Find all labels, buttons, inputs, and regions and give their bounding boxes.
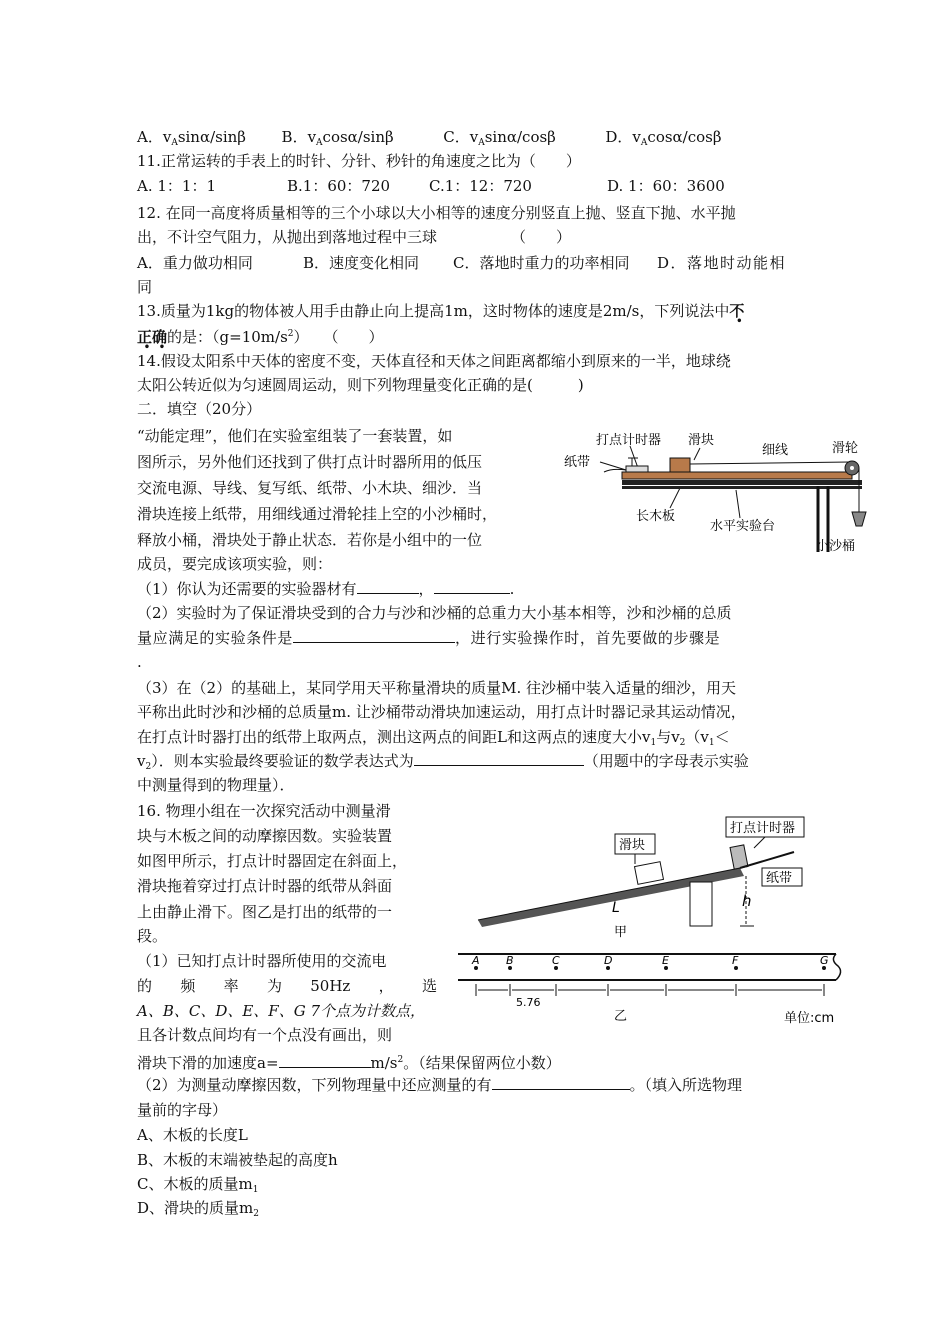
q15-part2-line1: （2）实验时为了保证滑块受到的合力与沙和沙桶的总重力大小基本相等，沙和沙桶的总质 <box>137 604 732 622</box>
q15-part3-line3: 在打点计时器打出的纸带上取两点，测出这两点的间距L和这两点的速度大小$v_1$与$v_2(v_1<$ <box>137 728 730 748</box>
fig-label-tape: 纸带 <box>564 455 591 470</box>
q16-option-a: A、木板的长度L <box>137 1126 248 1144</box>
answer-blank[interactable] <box>434 579 510 594</box>
q15-line: 成员，要完成该项实验，则： <box>137 555 333 573</box>
answer-blank[interactable] <box>414 751 584 766</box>
q16-line: A、B、C、D、E、F、G 7个点为计数点， <box>137 1002 426 1020</box>
section-title: 二．填空（20分） <box>137 400 262 418</box>
q12-line2: 出，不计空气阻力，从抛出到落地过程中三球 （ ） <box>137 228 572 246</box>
q16-line: 16. 物理小组在一次探究活动中测量滑 <box>137 802 391 820</box>
fig-label-table: 水平实验台 <box>710 519 776 534</box>
q16-option-d: D、滑块的质量$m_2$ <box>137 1199 259 1219</box>
q10-options: A．$v_A\sin\alpha$/sinβ B．$v_A\cos\alpha$/sinβ C．$v_A\sin\alpha$/cosβ D．$v_A\cos\alpha$/cosβ <box>137 128 722 148</box>
slider-block <box>670 458 690 472</box>
fig-caption: 甲 <box>614 925 628 940</box>
long-board <box>622 472 852 479</box>
fig-label-bucket: 小沙桶 <box>816 539 856 554</box>
q11-stem: 11.正常运转的手表上的时针、分针、秒针的角速度之比为（ ） <box>137 152 581 170</box>
q11-options: A. 1：1：1 B.1：60：720 C.1：12：720 D. 1：60：3600 <box>137 177 725 195</box>
q15-part2-line3: . <box>137 653 142 671</box>
fig-caption: 乙 <box>614 1009 628 1024</box>
q16-line: （1）已知打点计时器所使用的交流电 <box>137 952 387 970</box>
q16-part2-line1: （2）为测量动摩擦因数，下列物理量中还应测量的有 。（填入所选物理 <box>137 1076 743 1094</box>
fig-label-L: L <box>612 900 620 916</box>
fig-label-timer: 打点计时器 <box>730 821 796 836</box>
q16-line: 且各计数点间均有一个点没有画出，则 <box>137 1026 393 1044</box>
fig-label-block: 滑块 <box>688 433 715 448</box>
q15-part3-line4: $v_2$）．则本实验最终要验证的数学表达式为 （用题中的字母表示实验 <box>137 752 749 772</box>
lab-table <box>622 480 862 485</box>
q16-incline-figure <box>470 812 810 942</box>
q16-part2-line2: 量前的字母） <box>137 1101 228 1119</box>
timer-device <box>626 466 648 472</box>
fig-label-tape: 纸带 <box>766 871 793 886</box>
q13-line1: 13.质量为1kg的物体被人用手由静止向上提高1m，这时物体的速度是2m/s，下列说法中不 <box>137 302 745 320</box>
tape-point-label: A <box>472 954 480 967</box>
tape-point-label: E <box>662 954 669 967</box>
tape-distance-label: 5.76 <box>516 996 541 1009</box>
q15-part3-line1: （3）在（2）的基础上，某同学用天平称量滑块的质量M. 往沙桶中装入适量的细沙，用天 <box>137 679 736 697</box>
answer-blank[interactable] <box>279 1053 371 1068</box>
q16-option-c: C、木板的质量$m_1$ <box>137 1175 259 1195</box>
q12-tail: 同 <box>137 278 153 296</box>
fig-label-pulley: 滑轮 <box>832 441 859 456</box>
q15-line: 图所示，另外他们还找到了供打点计时器所用的低压 <box>137 453 483 471</box>
q16-line: 如图甲所示，打点计时器固定在斜面上， <box>137 852 408 870</box>
q15-part2-line2: 量应满足的实验条件是 ，进行实验操作时，首先要做的步骤是 <box>137 629 721 647</box>
fig-unit: 单位:cm <box>784 1011 835 1026</box>
answer-blank[interactable] <box>492 1075 630 1090</box>
q15-part3-line2: 平称出此时沙和沙桶的总质量m. 让沙桶带动滑块加速运动，用打点计时器记录其运动情况， <box>137 703 746 721</box>
q15-line: 滑块连接上纸带，用细线通过滑轮挂上空的小沙桶时， <box>137 505 498 523</box>
q12-line1: 12. 在同一高度将质量相等的三个小球以大小相等的速度分别竖直上抛、竖直下抛、水平抛 <box>137 204 736 222</box>
tape-point-label: G <box>820 954 829 967</box>
q14-line1: 14.假设太阳系中天体的密度不变，天体直径和天体之间距离都缩小到原来的一半，地球绕 <box>137 352 731 370</box>
answer-blank[interactable] <box>357 579 419 594</box>
tape-point-label: C <box>552 954 560 967</box>
q16-line11: 滑块下滑的加速度$a= m/s^2$。（结果保留两位小数） <box>137 1054 561 1072</box>
tape-point-label: F <box>732 954 739 967</box>
q16-tape-figure <box>452 946 848 1028</box>
support-block <box>690 882 712 926</box>
q16-line: 上由静止滑下。图乙是打出的纸带的一 <box>137 903 393 921</box>
q15-line: “动能定理”，他们在实验室组装了一套装置，如 <box>137 427 453 445</box>
q15-part3-line5: 中测量得到的物理量）． <box>137 776 295 794</box>
q15-line: 交流电源、导线、复写纸、纸带、小木块、细沙．当 <box>137 479 483 497</box>
slider-block-a <box>635 862 664 885</box>
fig-label-timer: 打点计时器 <box>596 433 662 448</box>
answer-blank[interactable] <box>293 628 455 643</box>
q16-line: 段。 <box>137 927 168 945</box>
fig-label-string: 细线 <box>762 443 789 458</box>
fig-label-board: 长木板 <box>636 509 676 524</box>
q14-line2: 太阳公转近似为匀速圆周运动，则下列物理量变化正确的是( ) <box>137 376 584 394</box>
q15-line: 释放小桶，滑块处于静止状态．若你是小组中的一位 <box>137 531 483 549</box>
fig-label-block: 滑块 <box>619 838 646 853</box>
tape-point-label: B <box>506 954 514 967</box>
fig-label-h: h <box>742 892 752 910</box>
q13-line2: 正确的是：$(g=10m/s^2)$ （ ） <box>137 328 384 346</box>
q16-line: 块与木板之间的动摩擦因数。实验装置 <box>137 827 393 845</box>
q16-option-b: B、木板的末端被垫起的高度h <box>137 1151 338 1169</box>
tape-point-label: D <box>604 954 613 967</box>
q15-apparatus-figure <box>560 428 880 563</box>
q12-options: A．重力做功相同 B．速度变化相同 C．落地时重力的功率相同 D．落地时动能相 <box>137 254 787 272</box>
q16-line: 滑块拖着穿过打点计时器的纸带从斜面 <box>137 877 393 895</box>
q15-part1: （1）你认为还需要的实验器材有 ， . <box>137 580 515 598</box>
q16-line8: 的 频 率 为 50Hz ， 选 <box>137 977 437 995</box>
sand-bucket <box>852 512 866 526</box>
